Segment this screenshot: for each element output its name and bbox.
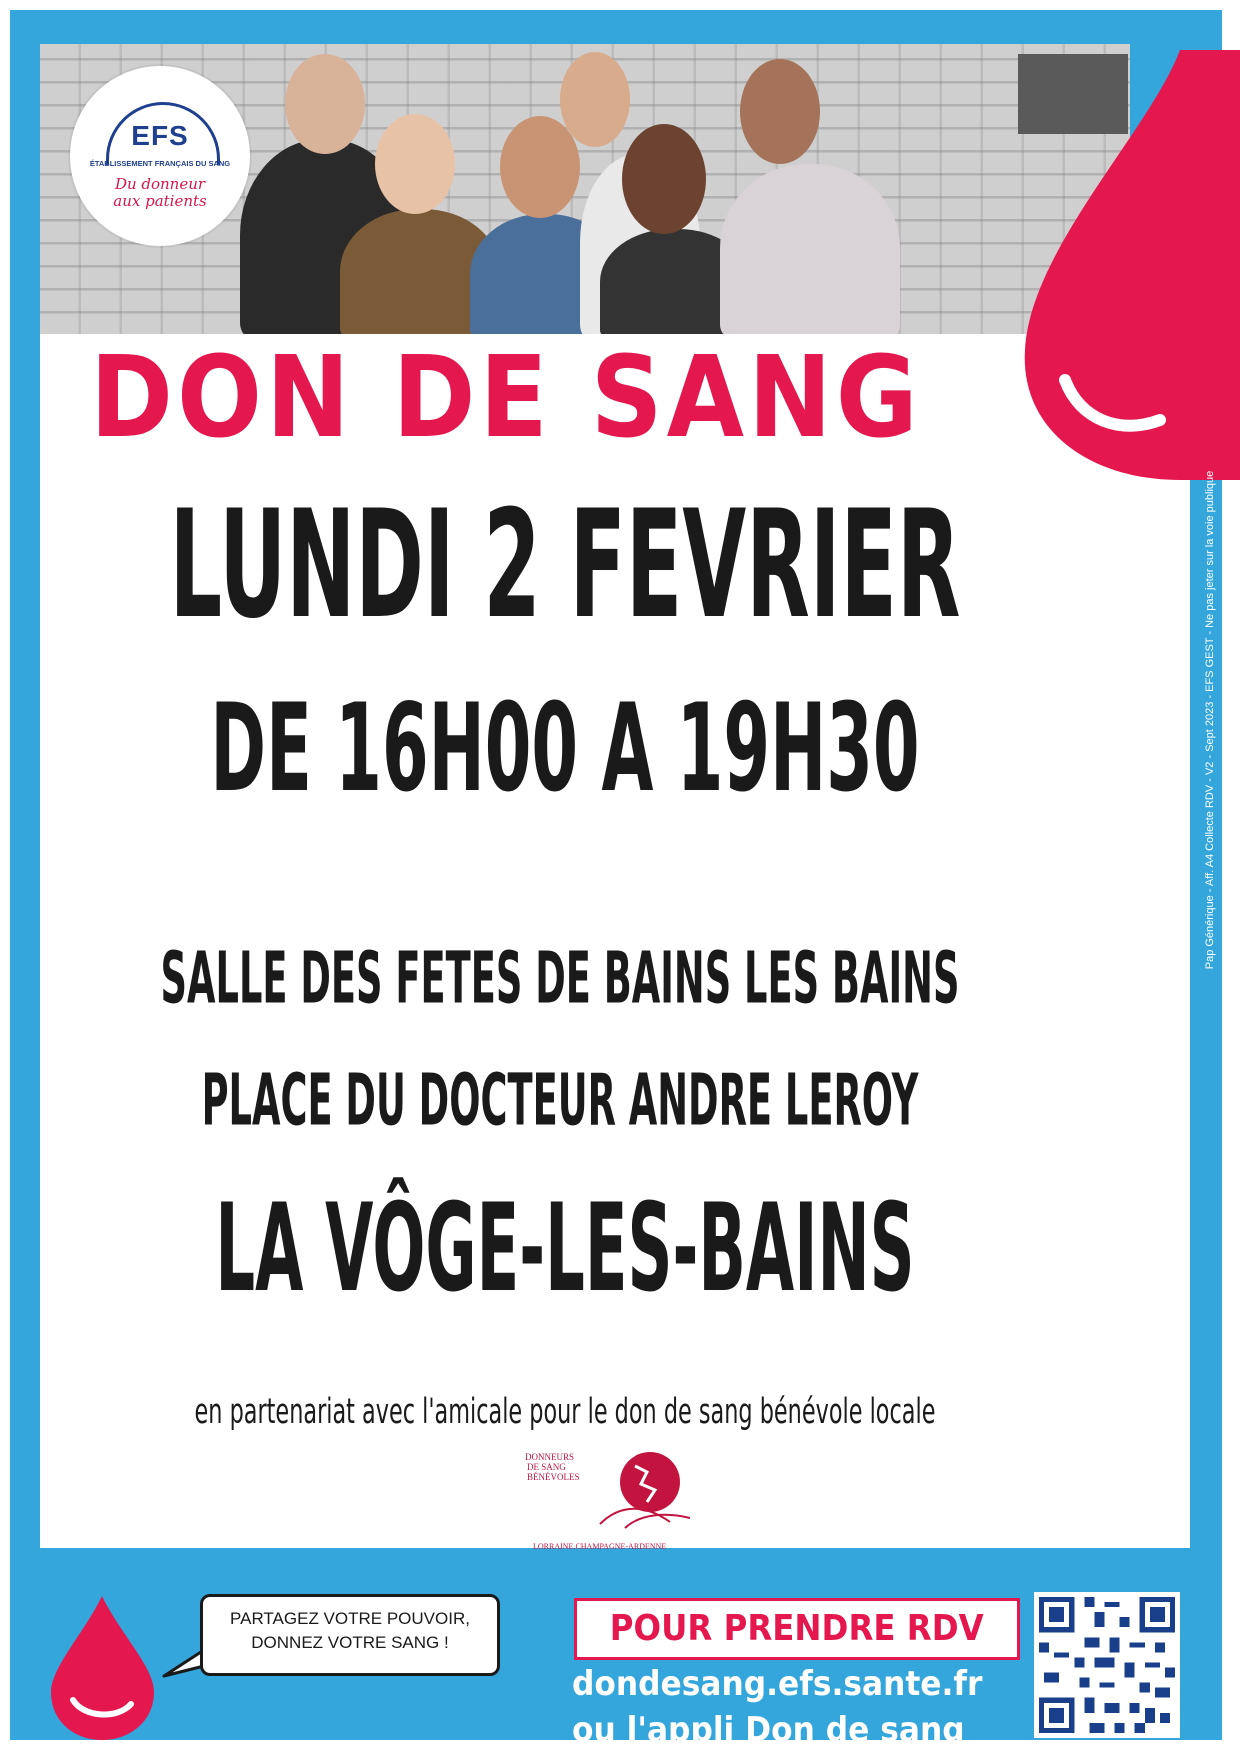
event-title: DON DE SANG — [90, 332, 922, 464]
event-town: LA VÔGE-LES-BAINS — [215, 1180, 915, 1320]
person-head — [560, 52, 630, 147]
slogan-line2: DONNEZ VOTRE SANG ! — [251, 1633, 449, 1652]
event-venue: SALLE DES FETES DE BAINS LES BAINS — [160, 936, 960, 1020]
person-silhouette — [720, 164, 900, 339]
website-text: dondesang.efs.sante.fr — [572, 1664, 983, 1704]
event-date: LUNDI 2 FEVRIER — [169, 478, 961, 652]
efs-logo-name: EFS — [131, 120, 189, 151]
blood-drop-icon — [45, 1592, 160, 1742]
app-mention — [572, 1710, 1032, 1750]
slogan-line1: PARTAGEZ VOTRE POUVOIR, — [230, 1609, 470, 1628]
person-head — [740, 59, 820, 164]
dsb-line3: BÉNÉVOLES — [527, 1472, 580, 1482]
efs-logo-full-name: ÉTABLISSEMENT FRANÇAIS DU SANG — [89, 159, 231, 168]
partnership-note: en partenariat avec l'amicale pour le don de sang bénévole locale — [194, 1392, 936, 1433]
efs-tagline-line2: aux patients — [113, 192, 207, 210]
dsb-line2: DE SANG — [527, 1462, 566, 1472]
dsb-region: LORRAINE.CHAMPAGNE-ARDENNE — [533, 1542, 667, 1551]
appointment-cta — [574, 1598, 1020, 1660]
app-text: ou l'appli Don de sang — [572, 1710, 965, 1750]
person-head — [285, 54, 365, 154]
donneurs-de-sang-logo — [525, 1440, 705, 1554]
globe-hands-icon — [595, 1444, 695, 1532]
cta-label: POUR PRENDRE RDV — [610, 1608, 984, 1649]
slogan-bubble — [200, 1594, 500, 1676]
dsb-line1: DONNEURS — [525, 1452, 575, 1462]
efs-logo-tagline — [90, 176, 230, 210]
person-head — [375, 114, 455, 214]
efs-tagline-line1: Du donneur — [114, 175, 206, 193]
person-head — [622, 124, 706, 234]
qr-code-icon[interactable] — [1034, 1592, 1180, 1738]
efs-logo — [70, 66, 250, 246]
event-address: PLACE DU DOCTEUR ANDRE LEROY — [201, 1058, 919, 1142]
website-link[interactable] — [572, 1664, 1032, 1704]
print-reference: Pap Générique - Aff. A4 Collecte RDV - V2 - Sept 2023 - EFS GEST - Ne pas jeter sur la voie publique — [1204, 470, 1216, 970]
event-time: DE 16H00 A 19H30 — [210, 680, 920, 820]
